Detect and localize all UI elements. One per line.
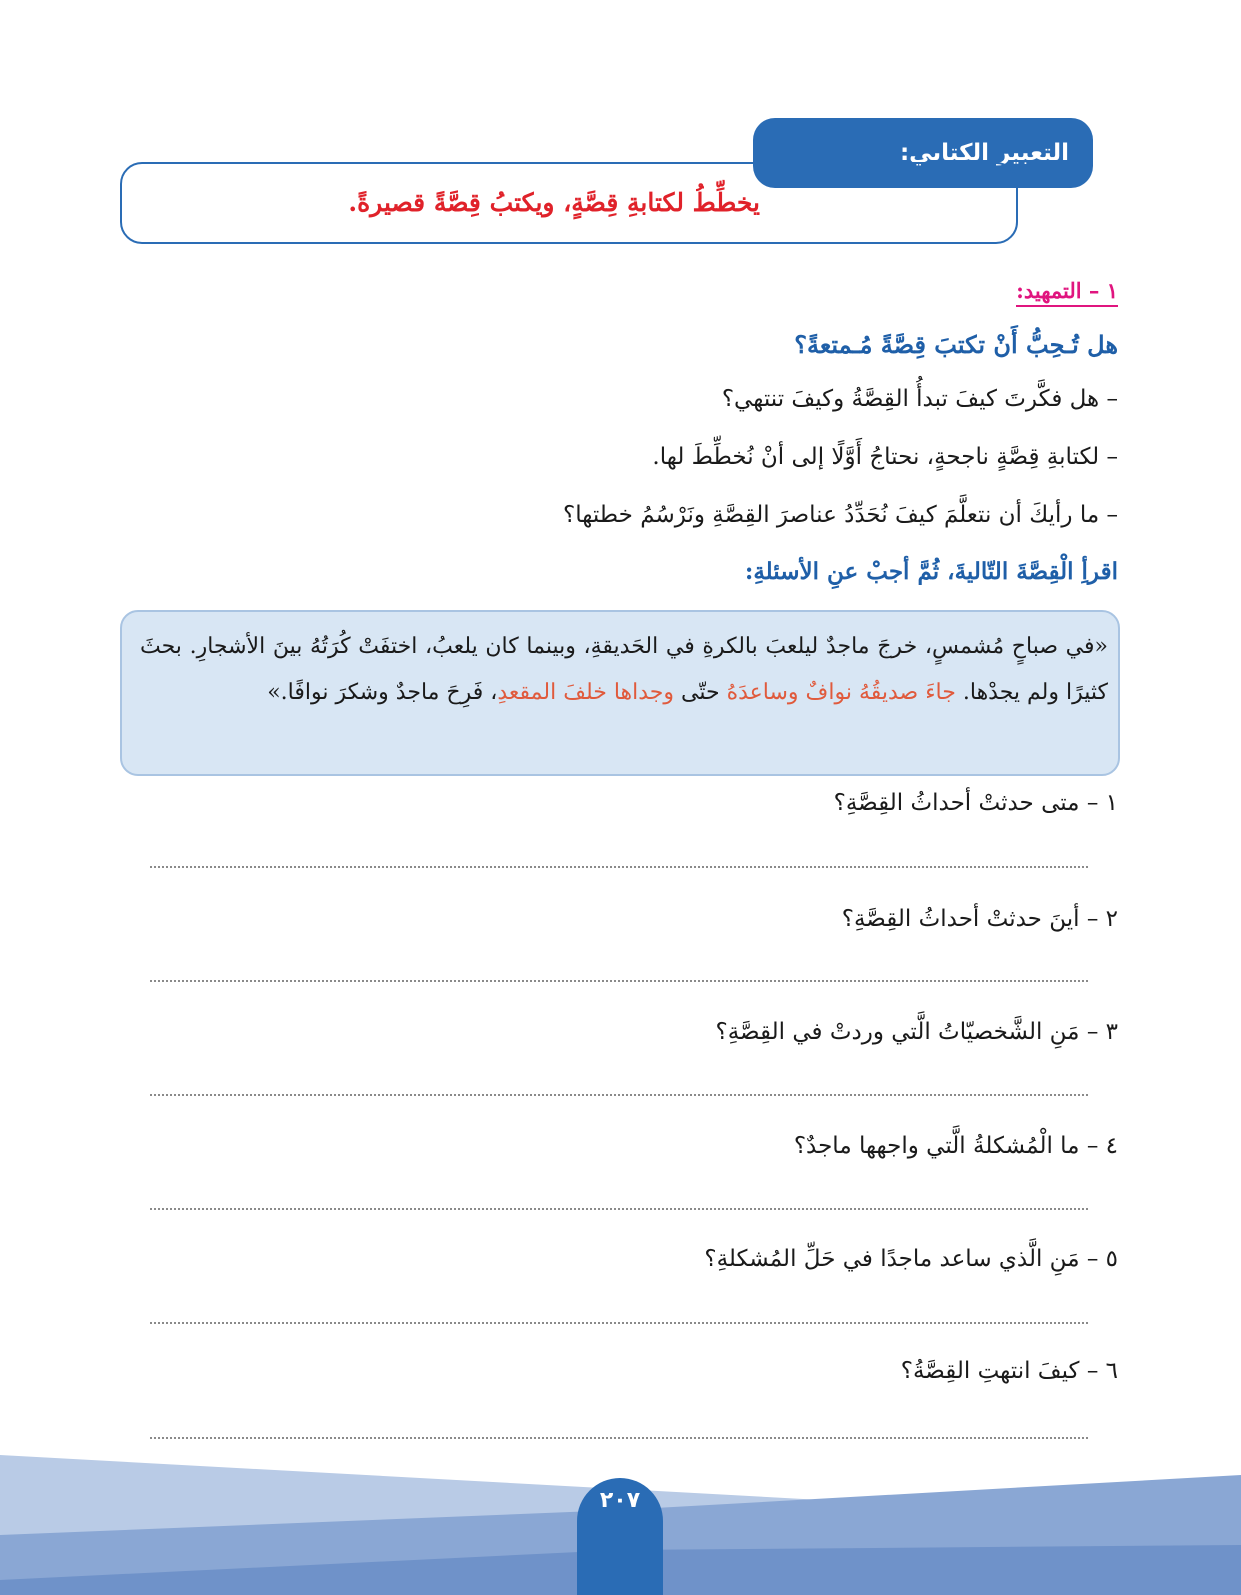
intro-line: – لكتابةِ قِصَّةٍ ناجحةٍ، نحتاجُ أَوَّلًا إلى أنْ نُخطِّطَ لها. <box>652 444 1118 470</box>
intro-line: – هل فكَّرتَ كيفَ تبدأُ القِصَّةُ وكيفَ تنتهي؟ <box>721 386 1118 412</box>
question-2: ٢ – أينَ حدثتْ أحداثُ القِصَّةِ؟ <box>841 906 1118 932</box>
question-5: ٥ – مَنِ الَّذي ساعد ماجدًا في حَلِّ المُشكلةِ؟ <box>704 1246 1118 1272</box>
reading-instruction: اقرأِ الْقِصَّةَ التّاليةَ، ثُمَّ أجبْ عنِ الأسئلةِ: <box>744 558 1118 585</box>
page-number: ٢٠٧ <box>599 1488 641 1513</box>
section-title: ١ – التمهيد: <box>1016 278 1118 307</box>
section-tab-label: التعبير الكتابي: <box>899 140 1069 166</box>
intro-line: – ما رأيكَ أن نتعلَّمَ كيفَ نُحَدِّدُ عناصرَ القِصَّةِ ونَرْسُمُ خطتها؟ <box>563 502 1118 528</box>
answer-line-5[interactable] <box>150 1322 1088 1324</box>
answer-line-6[interactable] <box>150 1437 1088 1439</box>
question-6: ٦ – كيفَ انتهتِ القِصَّةُ؟ <box>900 1358 1118 1384</box>
story-segment: «في صباحٍ مُشمسٍ، خرجَ ماجدٌ ليلعبَ بالكرةِ في الحَديقةِ، وبينما كان يلعبُ، اختفَتْ كُرَتُهُ بينَ الأشجارِ. بحثَ كثيرًا ولم يجدْها. <box>140 634 1108 705</box>
answer-line-1[interactable] <box>150 866 1088 868</box>
hook-question: هل تُـحِبُّ أَنْ تكتبَ قِصَّةً مُـمتعةً؟ <box>794 330 1118 359</box>
answer-line-4[interactable] <box>150 1208 1088 1210</box>
story-text <box>140 624 1108 716</box>
answer-line-3[interactable] <box>150 1094 1088 1096</box>
question-1: ١ – متى حدثتْ أحداثُ القِصَّةِ؟ <box>833 790 1118 816</box>
story-highlight: جاءَ صديقُهُ نوافٌ وساعدَهُ <box>726 680 956 705</box>
question-3: ٣ – مَنِ الشَّخصيّاتُ الَّتي وردتْ في القِصَّةِ؟ <box>715 1019 1118 1045</box>
question-4: ٤ – ما الْمُشكلةُ الَّتي واجهها ماجدٌ؟ <box>793 1133 1118 1159</box>
answer-line-2[interactable] <box>150 980 1088 982</box>
objective-text: يخطِّطُ لكتابةِ قِصَّةٍ، ويكتبُ قِصَّةً قصيرةً. <box>348 188 760 217</box>
story-segment: ، فَرِحَ ماجدٌ وشكرَ نوافًا.» <box>267 680 498 705</box>
story-segment: حتّى <box>674 680 727 705</box>
story-highlight: وجداها خلفَ المقعدِ <box>497 680 675 705</box>
